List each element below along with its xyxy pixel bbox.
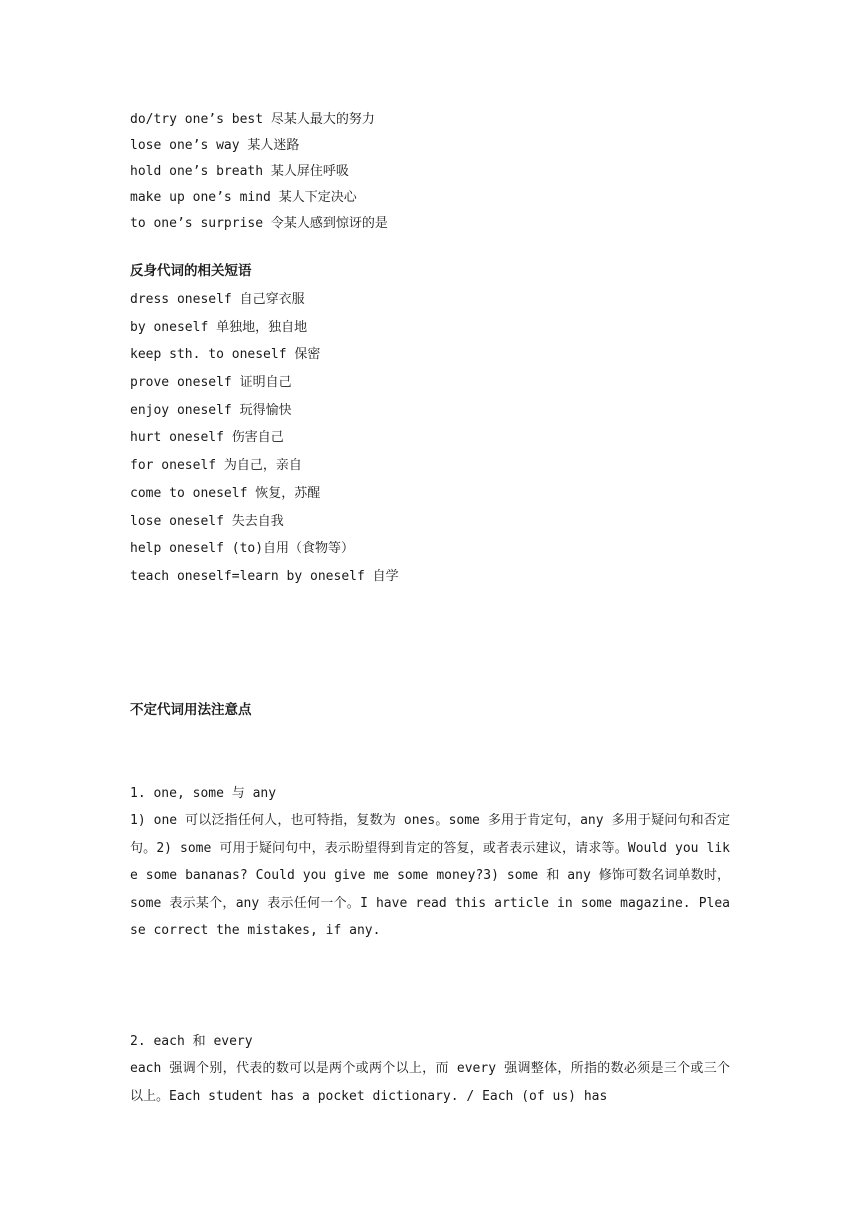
phrase-line: by oneself 单独地，独自地 [130,319,308,335]
section-two-each-every [130,1029,730,1110]
phrase-line: help oneself (to)自用（食物等） [130,541,355,557]
section-one-some-any [130,781,730,945]
phrase-line: hold one’s breath 某人屏住呼吸 [130,164,349,179]
phrase-line: enjoy oneself 玩得愉快 [130,402,292,418]
section-heading: 不定代词用法注意点 [130,702,252,718]
phrase-line: for oneself 为自己，亲自 [130,458,302,474]
phrase-line: keep sth. to oneself 保密 [130,347,321,363]
phrase-line: do/try one’s best 尽某人最大的努力 [130,112,375,127]
possessive-phrase-list [130,107,730,237]
phrase-line: lose oneself 失去自我 [130,513,284,529]
paragraph: 1) one 可以泛指任何人，也可特指，复数为 ones。some 多用于肯定句，any 多用于疑问句和否定句。2) some 可用于疑问句中，表示盼望得到肯定的答复，或者表示建议，请求等。Would you like some bananas? Could you give me some money?3) some 和 any 修饰可数名词单数时，some 表示某个，any 表示任何一个。I have read this article in some magazine. Please correct the mistakes, if any. [130,813,730,939]
subsection-title: 1. one, some 与 any [130,786,277,801]
phrase-line: prove oneself 证明自己 [130,375,292,391]
reflexive-pronoun-section [130,258,730,591]
indefinite-pronoun-heading-block [130,697,730,723]
phrase-line: lose one’s way 某人迷路 [130,138,300,153]
phrase-line: hurt oneself 伤害自己 [130,430,284,446]
phrase-line: teach oneself=learn by oneself 自学 [130,568,399,584]
phrase-line: to one’s surprise 令某人感到惊讶的是 [130,216,388,231]
paragraph: each 强调个别，代表的数可以是两个或两个以上，而 every 强调整体，所指的数必须是三个或三个以上。Each student has a pocket dictionary. / Each (of us) has [130,1061,730,1104]
section-heading: 反身代词的相关短语 [130,263,252,279]
phrase-line: come to oneself 恢复，苏醒 [130,485,321,501]
phrase-line: dress oneself 自己穿衣服 [130,292,305,307]
subsection-title: 2. each 和 every [130,1034,253,1049]
phrase-line: make up one’s mind 某人下定决心 [130,190,357,205]
